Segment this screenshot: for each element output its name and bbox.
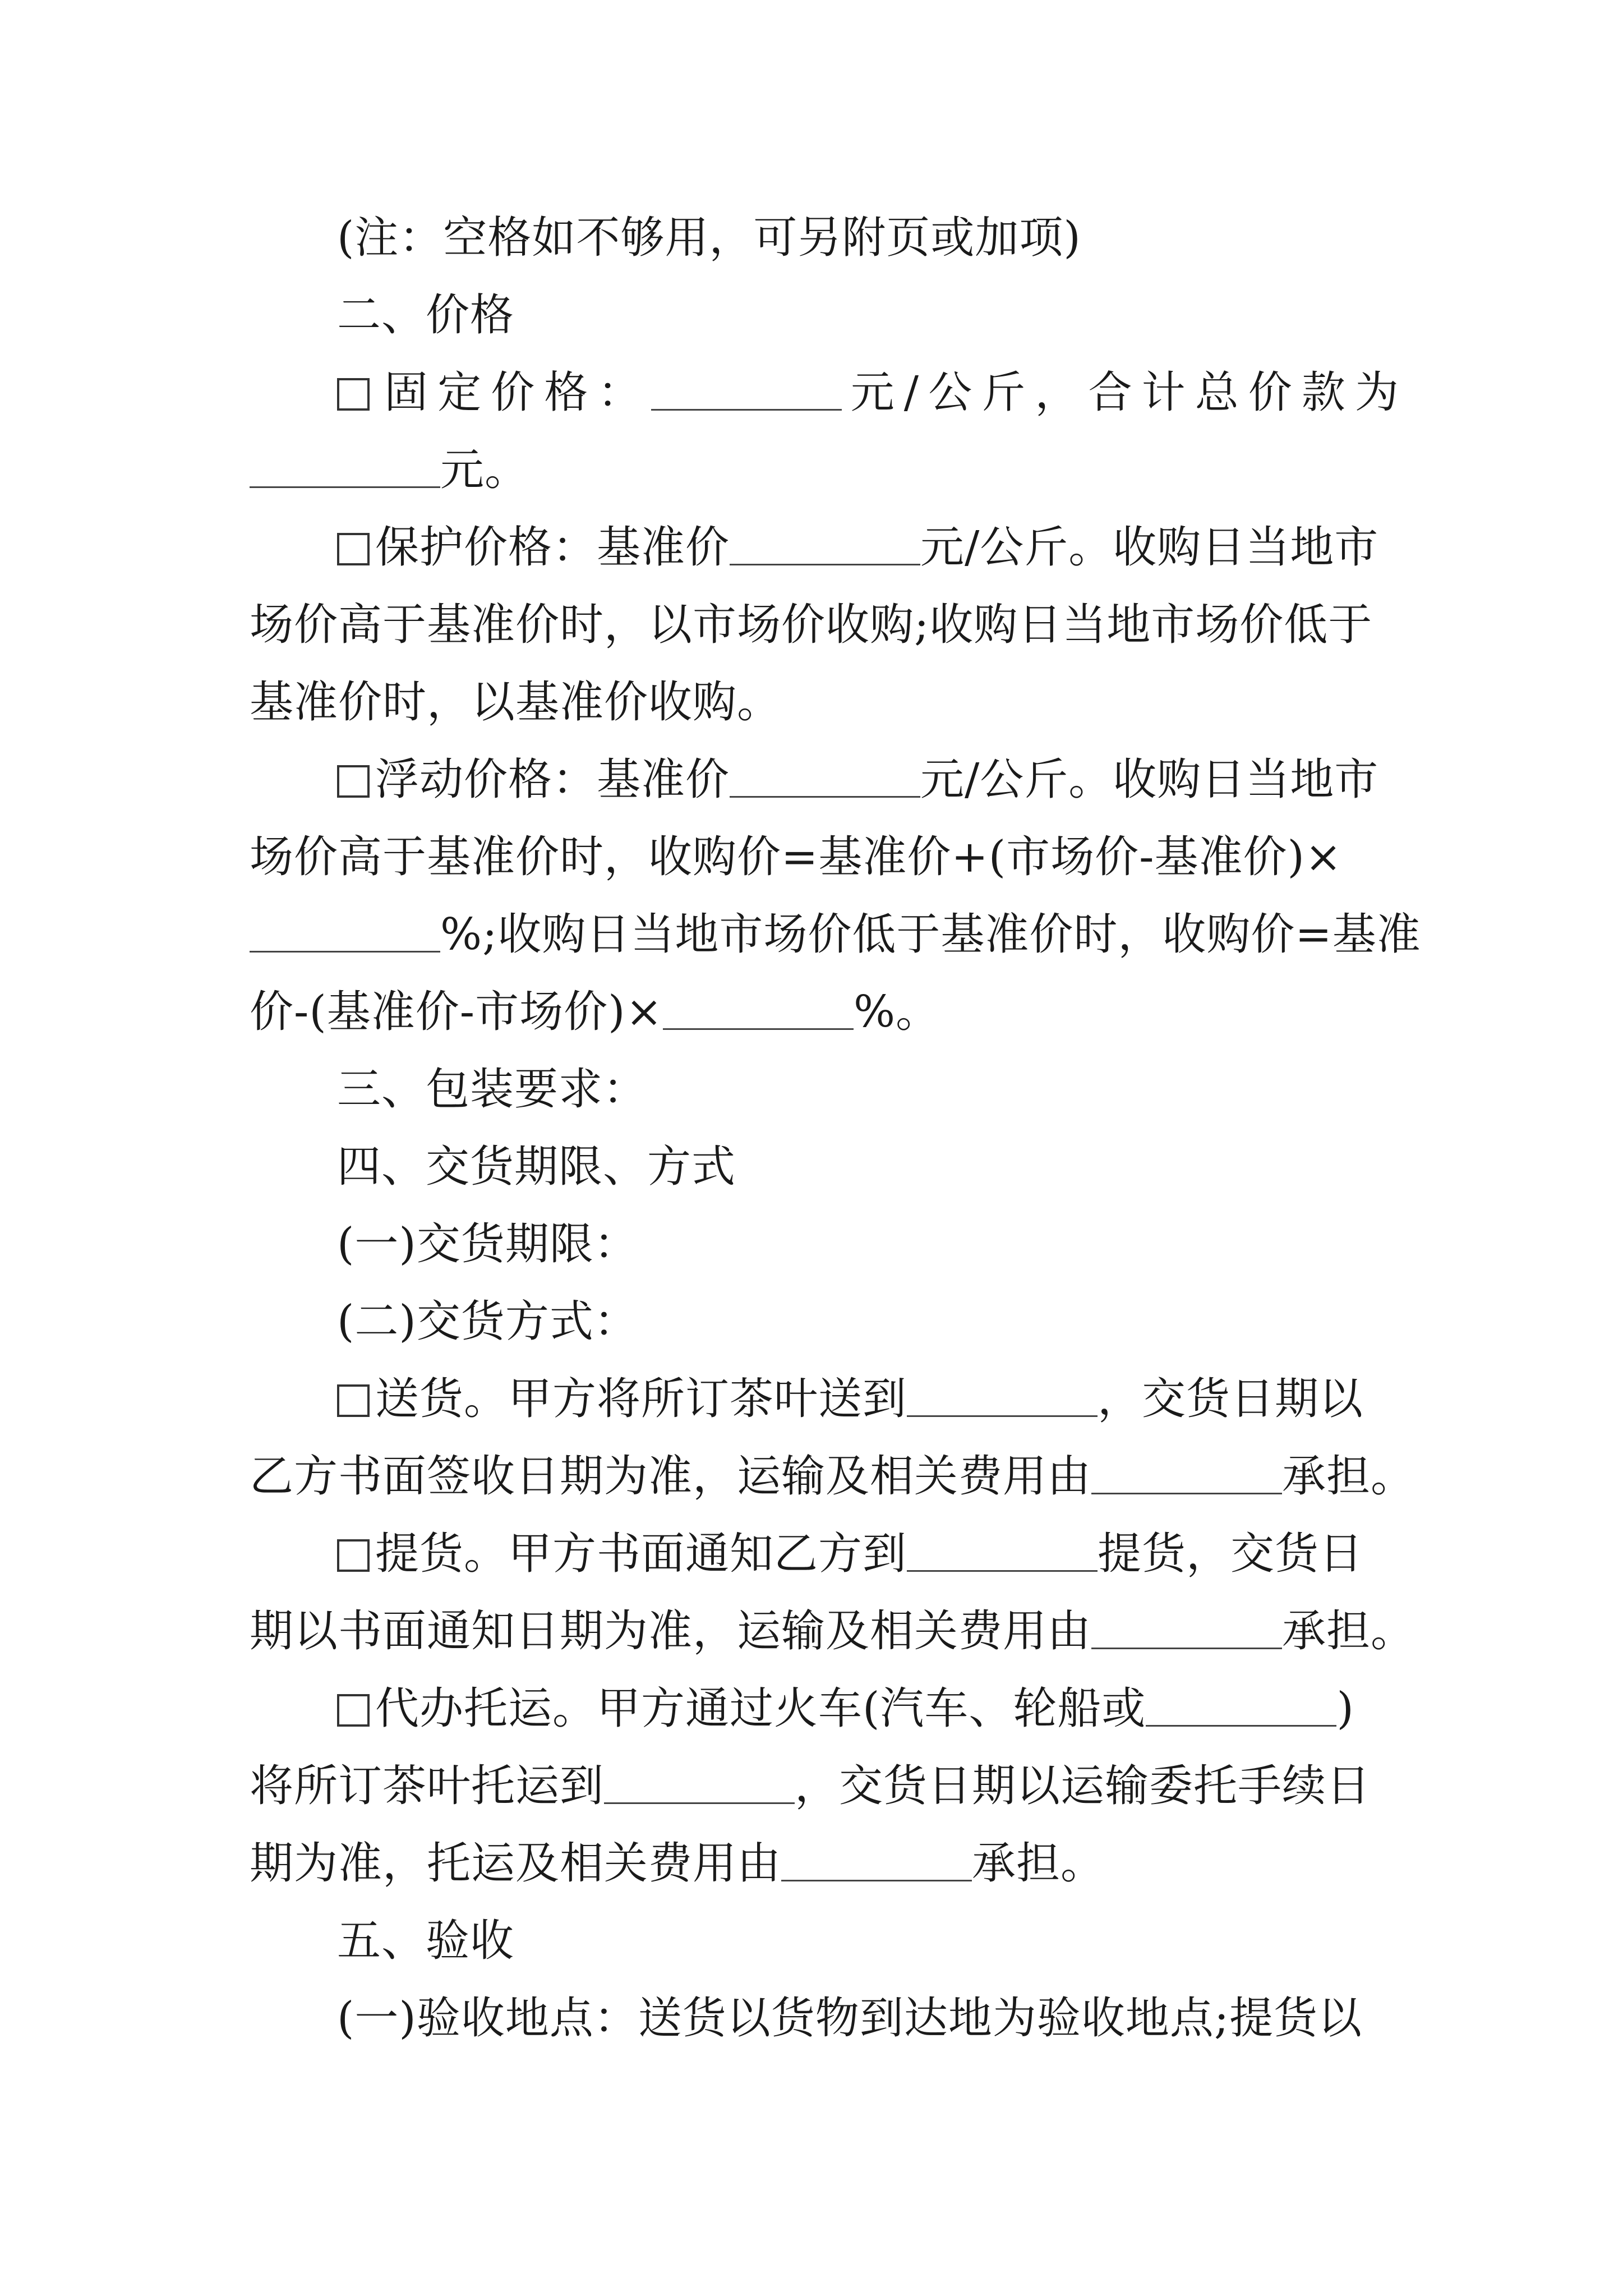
fixed-price-blank[interactable] (651, 375, 842, 411)
note-line: (注：空格如不够用，可另附页或加项) (337, 213, 1081, 263)
consign-checkbox[interactable] (337, 1694, 370, 1727)
float-rate-up-blank[interactable] (250, 917, 440, 953)
paragraph-line: 期以书面通知日期为准，运输及相关费用由 承担。 (250, 1606, 1415, 1657)
section-heading-packaging: 三、包装要求： (337, 1064, 648, 1115)
total-price-blank[interactable] (250, 453, 440, 488)
delivery-cost-blank[interactable] (1091, 1459, 1282, 1494)
pickup-checkbox[interactable] (337, 1539, 370, 1572)
section-heading-inspection: 五、验收 (337, 1916, 515, 1966)
protect-price-line: 保护价格：基准价 元/公斤。收购日当地市 (250, 509, 1399, 586)
float-price-blank[interactable] (730, 762, 920, 798)
float-price-checkbox[interactable] (337, 765, 370, 798)
consign-transport-blank[interactable] (1146, 1691, 1336, 1727)
delivery-option-line: 送货。甲方将所订茶叶送到 ，交货日期以 (250, 1360, 1399, 1438)
pickup-cost-blank[interactable] (1091, 1614, 1282, 1649)
consign-option-line: 代办托运。甲方通过火车(汽车、轮船或 ) (250, 1670, 1399, 1747)
total-price-line: 元。 (250, 431, 1399, 509)
paragraph-line: 乙方书面签收日期为准，运输及相关费用由 承担。 (250, 1451, 1415, 1502)
consign-place-blank[interactable] (604, 1769, 795, 1804)
float-rate-line: %;收购日当地市场价低于基准价时，收购价=基准 (250, 896, 1399, 973)
paragraph-line: 场价高于基准价时，收购价=基准价+(市场价-基准价)× (250, 832, 1343, 882)
float-rate-down-blank[interactable] (663, 995, 854, 1030)
fixed-price-checkbox[interactable] (337, 378, 370, 411)
fixed-price-line: 固定价格： 元/公斤，合计总价款为 (250, 354, 1399, 431)
paragraph-line: 场价高于基准价时，以市场价收购;收购日当地市场价低于 (250, 600, 1373, 650)
protect-price-checkbox[interactable] (337, 533, 370, 565)
float-price-line: 浮动价格：基准价 元/公斤。收购日当地市 (250, 741, 1399, 818)
delivery-checkbox[interactable] (337, 1384, 370, 1417)
paragraph-line: 将所订茶叶托运到 ，交货日期以运输委托手续日 (250, 1761, 1371, 1811)
float-rate-down-line: 价-(基准价-市场价)× %。 (250, 987, 940, 1037)
pickup-place-blank[interactable] (907, 1536, 1098, 1572)
delivery-place-blank[interactable] (907, 1382, 1098, 1417)
paragraph-line: (一)验收地点：送货以货物到达地为验收地点;提货以 (337, 1993, 1363, 2044)
consign-cost-blank[interactable] (781, 1846, 972, 1881)
paragraph-line: 期为准，托运及相关费用由 承担。 (250, 1838, 1105, 1889)
section-heading-delivery: 四、交货期限、方式 (337, 1142, 736, 1192)
document-body (250, 199, 1421, 2057)
protect-price-blank[interactable] (730, 530, 920, 565)
subheading-delivery-period: (一)交货期限： (337, 1219, 638, 1269)
section-heading-price: 二、价格 (337, 290, 515, 341)
paragraph-line: 基准价时，以基准价收购。 (250, 677, 782, 728)
subheading-delivery-method: (二)交货方式： (337, 1296, 638, 1347)
pickup-option-line: 提货。甲方书面通知乙方到 提货，交货日 (250, 1515, 1399, 1593)
